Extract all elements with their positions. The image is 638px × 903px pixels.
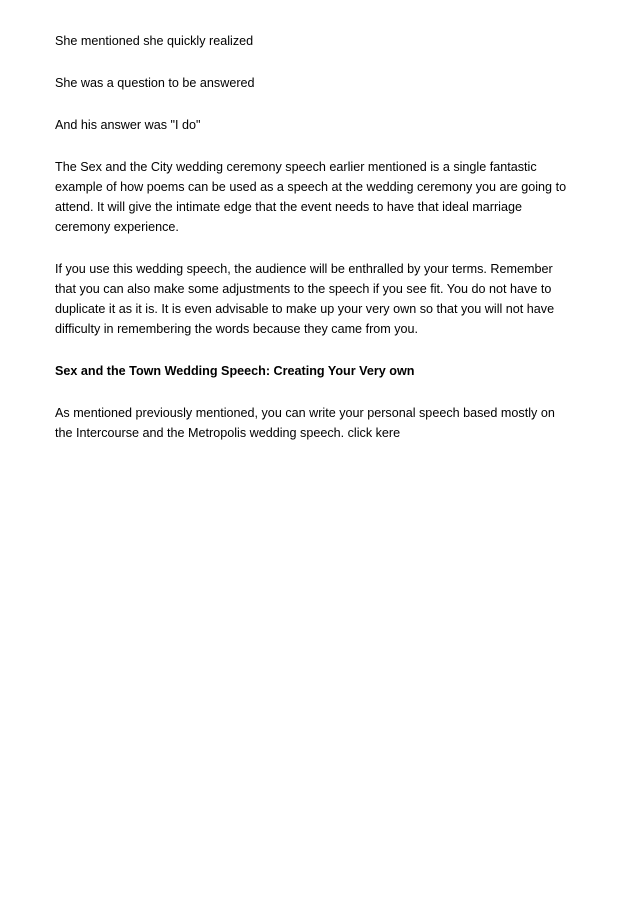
text-line: example of how poems can be used as a speech at the wedding ceremony you are going to [55, 180, 567, 194]
heading-text: Sex and the Town Wedding Speech: Creating Your Very own [55, 364, 415, 378]
paragraph [55, 115, 598, 135]
text-line: And his answer was "I do" [55, 118, 201, 132]
text-line: She was a question to be answered [55, 76, 255, 90]
text-line: that you can also make some adjustments to the speech if you see fit. You do not have to [55, 282, 552, 296]
section-heading [55, 361, 598, 381]
text-line: the Intercourse and the Metropolis wedding speech. click kere [55, 426, 401, 440]
text-line: If you use this wedding speech, the audience will be enthralled by your terms. Remember [55, 262, 553, 276]
text-line: She mentioned she quickly realized [55, 34, 254, 48]
text-line: As mentioned previously mentioned, you can write your personal speech based mostly on [55, 406, 555, 420]
paragraph [55, 31, 598, 51]
text-line: The Sex and the City wedding ceremony speech earlier mentioned is a single fantastic [55, 160, 537, 174]
paragraph [55, 157, 598, 237]
paragraph [55, 403, 598, 443]
paragraph [55, 259, 598, 339]
text-line: attend. It will give the intimate edge that the event needs to have that ideal marriage [55, 200, 522, 214]
text-line: ceremony experience. [55, 220, 179, 234]
paragraph [55, 73, 598, 93]
text-line: difficulty in remembering the words because they came from you. [55, 322, 419, 336]
text-line: duplicate it as it is. It is even advisable to make up your very own so that you will not have [55, 302, 555, 316]
